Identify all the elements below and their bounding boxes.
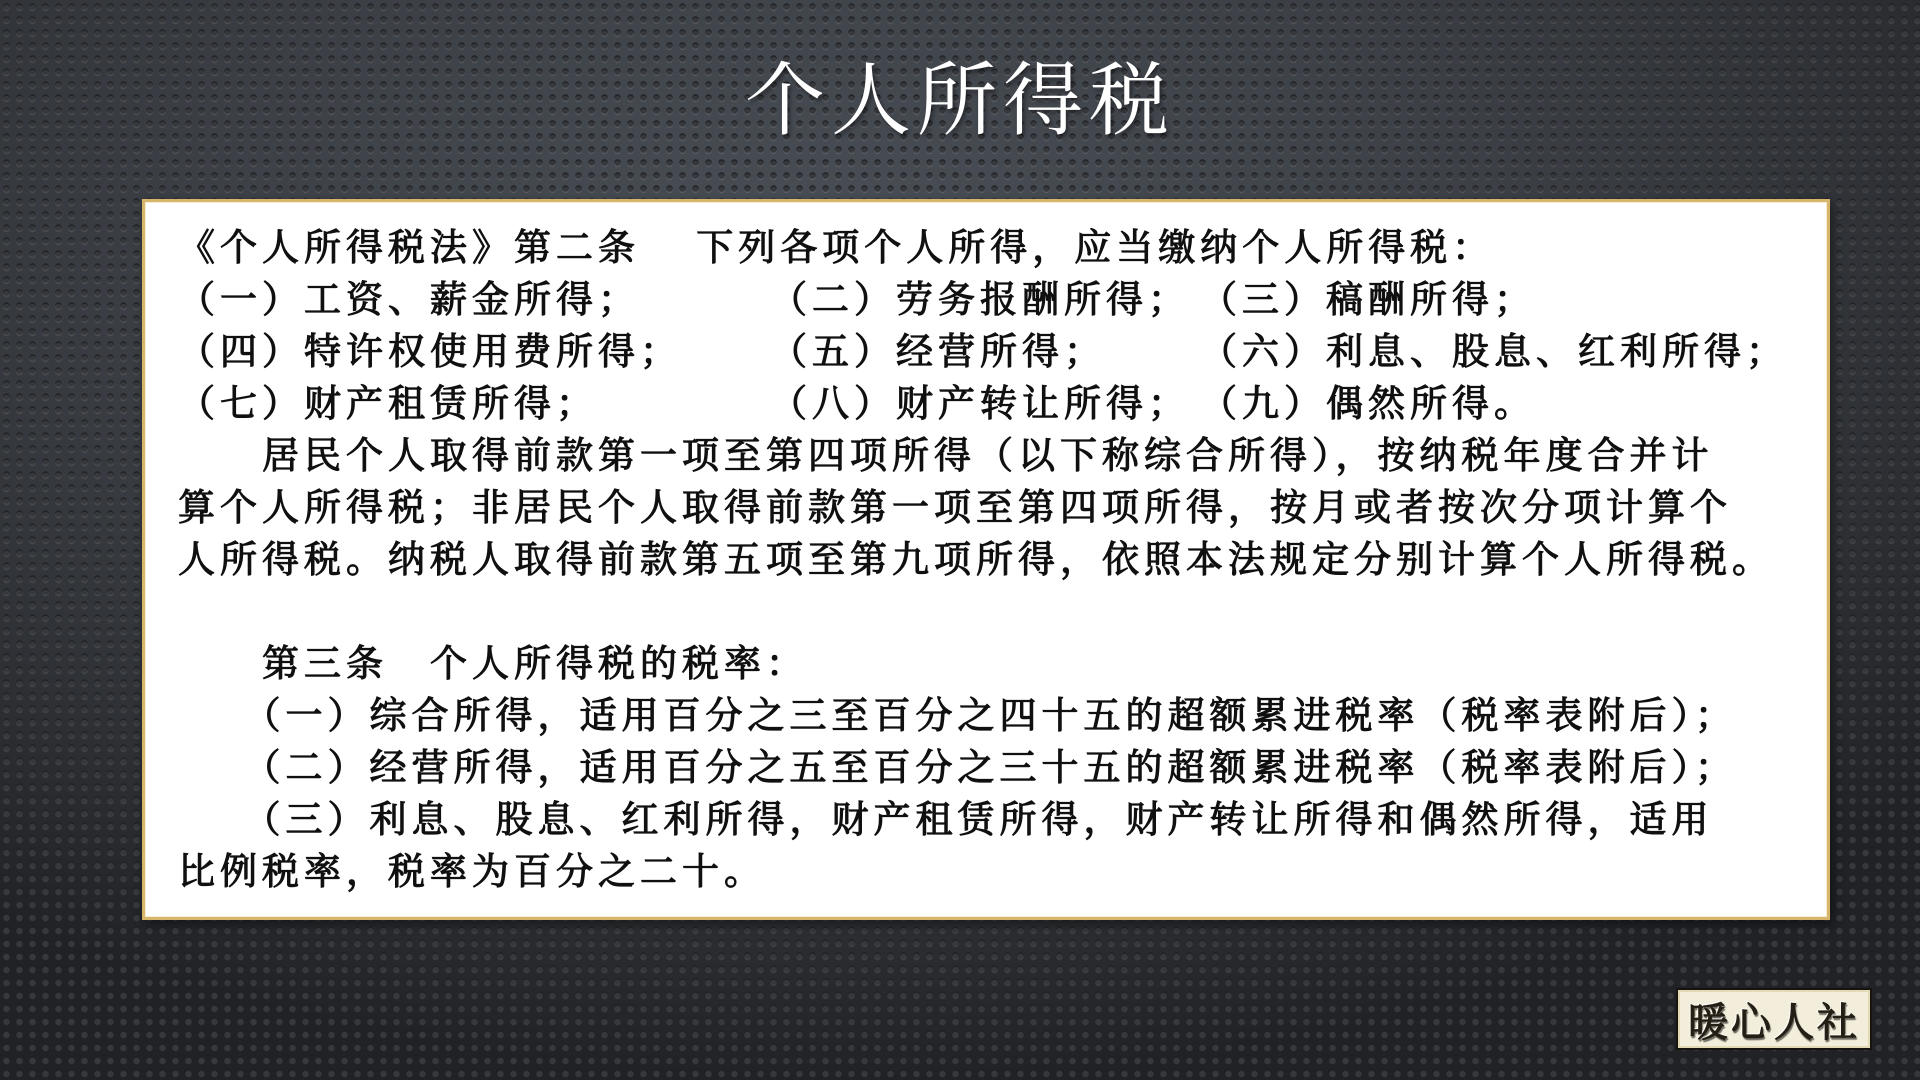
income-items-row-3 [178, 379, 1797, 431]
article2-heading: 《个人所得税法》第二条 下列各项个人所得，应当缴纳个人所得税： [178, 228, 1495, 269]
article3-line-2: （二）经营所得，适用百分之五至百分之三十五的超额累进税率（税率表附后）； [178, 748, 1737, 789]
article2-paragraph-line-3: 人所得税。纳税人取得前款第五项至第九项所得，依照本法规定分别计算个人所得税。 [178, 540, 1774, 581]
law-text-box [142, 199, 1830, 920]
article3-line-4: 比例税率，税率为百分之二十。 [178, 852, 766, 893]
watermark-badge: 暖心人社 [1678, 990, 1870, 1048]
blank-line [178, 587, 1797, 639]
article3-line-1: （一）综合所得，适用百分之三至百分之四十五的超额累进税率（税率表附后）； [178, 696, 1737, 737]
article3-line-3: （三）利息、股息、红利所得，财产租赁所得，财产转让所得和偶然所得，适用 [178, 800, 1714, 841]
slide-title: 个人所得税 [745, 56, 1175, 145]
income-item-8: （八）财产转让所得； [770, 384, 1190, 425]
income-item-4: （四）特许权使用费所得； [178, 332, 682, 373]
income-item-7: （七）财产租赁所得； [178, 384, 598, 425]
income-item-2: （二）劳务报酬所得； [770, 280, 1190, 321]
income-items-row-2 [178, 327, 1797, 379]
income-item-6: （六）利息、股息、红利所得； [1200, 332, 1788, 373]
article3-heading: 第三条 个人所得税的税率： [178, 644, 808, 685]
income-item-9: （九）偶然所得。 [1200, 384, 1536, 425]
article2-paragraph-line-2: 算个人所得税；非居民个人取得前款第一项至第四项所得，按月或者按次分项计算个 [178, 488, 1732, 529]
income-item-5: （五）经营所得； [770, 332, 1106, 373]
income-item-1: （一）工资、薪金所得； [178, 280, 640, 321]
article2-paragraph-line-1: 居民个人取得前款第一项至第四项所得（以下称综合所得），按纳税年度合并计 [178, 436, 1714, 477]
income-item-3: （三）稿酬所得； [1200, 280, 1536, 321]
income-items-row-1 [178, 275, 1797, 327]
